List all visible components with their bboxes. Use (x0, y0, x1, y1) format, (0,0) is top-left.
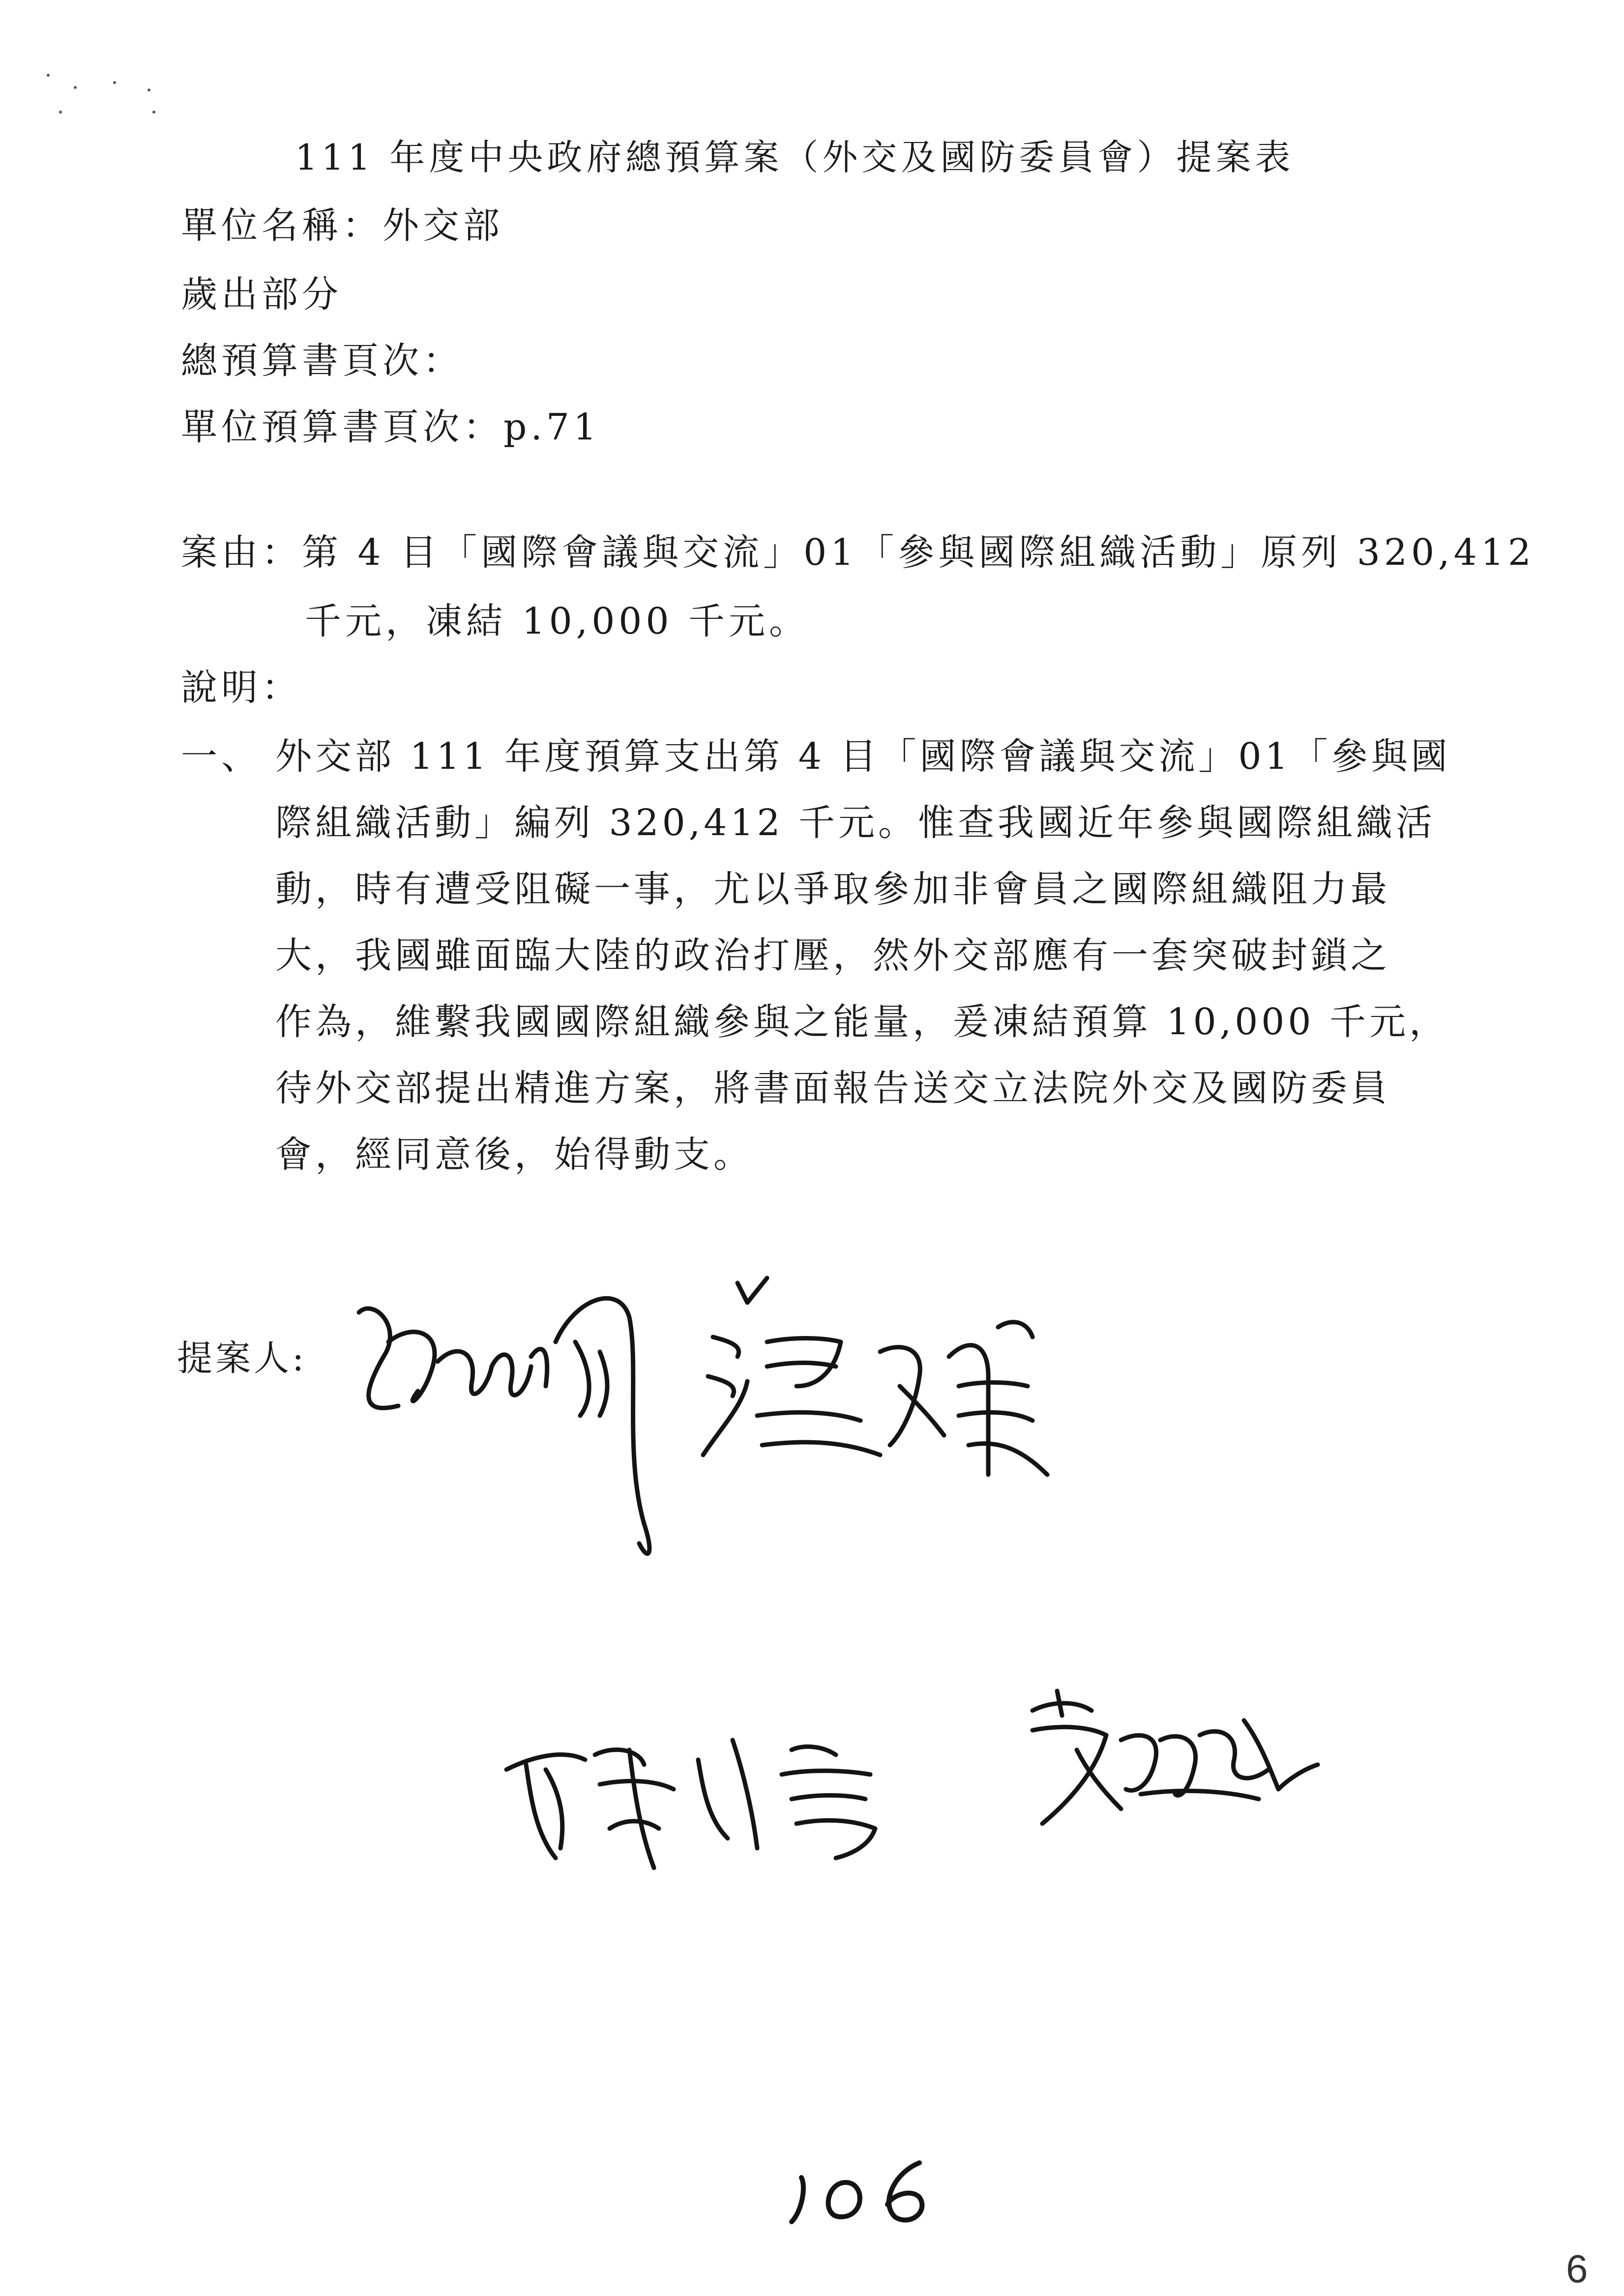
explanation-line: 際組織活動」編列 320,412 千元。惟查我國近年參與國際組織活 (275, 802, 1436, 844)
signature-2 (693, 1268, 1067, 1506)
explanation-label: 說明： (181, 667, 302, 709)
case-reason-line-1: 案由：第 4 目「國際會議與交流」01「參與國際組織活動」原列 320,412 (181, 531, 1535, 574)
proposer-label: 提案人: (177, 1337, 307, 1379)
signature-1 (344, 1268, 718, 1565)
section-label: 歲出部分 (181, 273, 342, 316)
explanation-line: 動，時有遭受阻礙一事，尤以爭取參加非會員之國際組織阻力最 (275, 868, 1390, 910)
explanation-line: 待外交部提出精進方案，將書面報告送交立法院外交及國防委員 (275, 1067, 1390, 1109)
total-budget-page: 總預算書頁次： (181, 340, 463, 382)
explanation-line: 外交部 111 年度預算支出第 4 目「國際會議與交流」01「參與國 (275, 735, 1451, 778)
unit-name: 單位名稱：外交部 (181, 204, 503, 247)
explanation-line: 作為，維繫我國國際組織參與之能量，爰凍結預算 10,000 千元， (275, 1001, 1449, 1043)
signature-4 (1013, 1681, 1328, 1840)
explanation-line: 大，我國雖面臨大陸的政治打壓，然外交部應有一套突破封鎖之 (275, 934, 1390, 977)
case-reason-line-2: 千元，凍結 10,000 千元。 (305, 600, 809, 642)
explanation-line: 會，經同意後，始得動支。 (275, 1133, 753, 1176)
form-title: 111 年度中央政府總預算案（外交及國防委員會）提案表 (295, 137, 1295, 178)
item-marker: 一、 (181, 735, 262, 778)
unit-budget-page: 單位預算書頁次：p.71 (181, 406, 601, 448)
signature-3 (497, 1711, 959, 1880)
corner-page-mark: 6 (1566, 2247, 1588, 2291)
handwritten-page-number (782, 2148, 959, 2234)
